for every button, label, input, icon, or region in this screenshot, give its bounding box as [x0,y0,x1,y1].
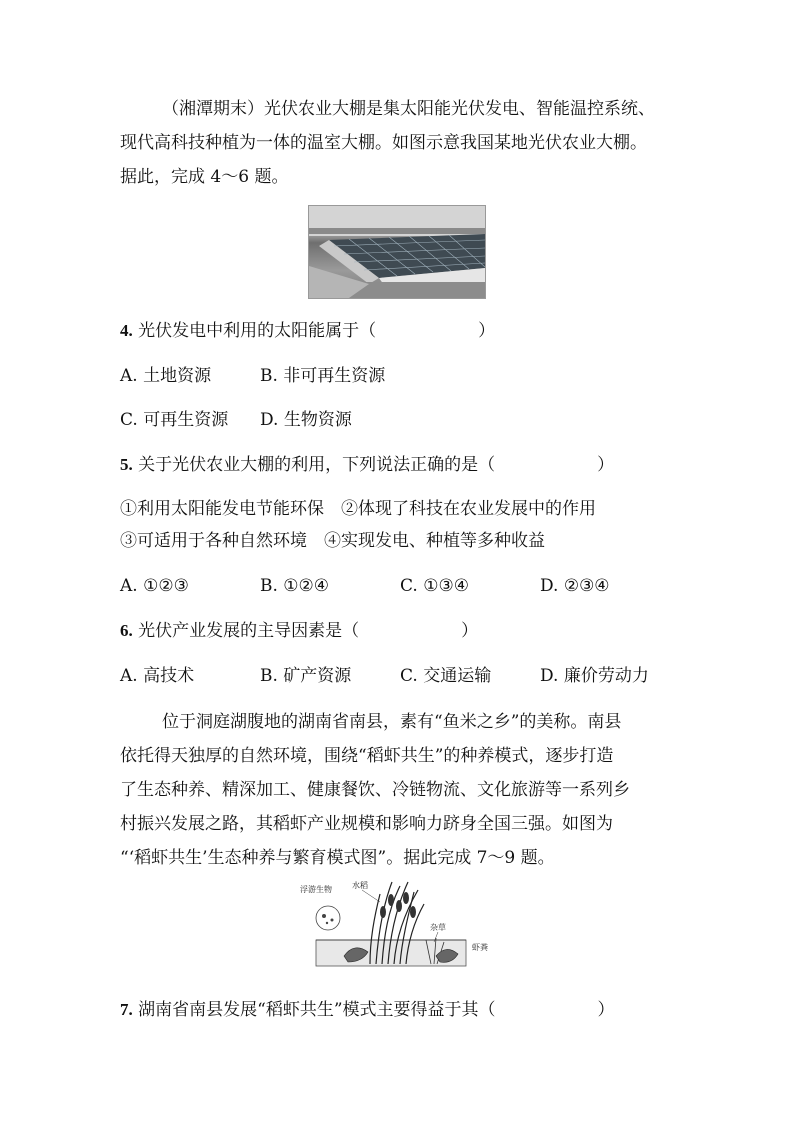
intro1-line2: 现代高科技种植为一体的温室大棚。如图示意我国某地光伏农业大棚。 [120,133,647,153]
q5-option-a[interactable]: A. ①②③ [120,576,189,596]
q6-option-d[interactable]: D. 廉价劳动力 [540,666,649,686]
q5-option-b[interactable]: B. ①②④ [260,576,330,596]
q6-stem: 光伏产业发展的主导因素是（ ） [138,621,479,641]
q5-stem-line [120,454,614,476]
label-feces: 虾粪 [472,943,488,952]
q5-statements-2: ③可适用于各种自然环境 ④实现发电、种植等多种收益 [120,531,545,551]
q6-option-a[interactable]: A. 高技术 [120,666,195,686]
q4-number: 4. [120,321,133,340]
q7-stem-line [120,999,615,1021]
q5-option-c[interactable]: C. ①③④ [400,576,469,596]
q4-option-c[interactable]: C. 可再生资源 [120,410,229,430]
intro2-line2: 依托得天独厚的自然环境，围绕“稻虾共生”的种养模式，逐步打造 [120,746,614,766]
q5-number: 5. [120,455,133,474]
intro2-line5: “‘稻虾共生’生态种养与繁育模式图”。据此完成 7～9 题。 [120,848,555,868]
rice-shrimp-diagram [296,878,496,980]
q6-stem-line [120,620,478,642]
solar-greenhouse-photo [308,205,486,299]
q4-option-b[interactable]: B. 非可再生资源 [260,366,386,386]
label-weed: 杂草 [430,923,446,932]
q5-statements-1: ①利用太阳能发电节能环保 ②体现了科技在农业发展中的作用 [120,499,596,519]
q4-stem-line [120,320,495,342]
q4-option-a[interactable]: A. 土地资源 [120,366,212,386]
q5-option-d[interactable]: D. ②③④ [540,576,610,596]
q7-stem: 湖南省南县发展“稻虾共生”模式主要得益于其（ ） [138,1000,615,1020]
q5-stem: 关于光伏农业大棚的利用，下列说法正确的是（ ） [138,455,615,475]
q6-option-c[interactable]: C. 交通运输 [400,666,492,686]
q4-option-d[interactable]: D. 生物资源 [260,410,352,430]
label-plankton: 浮游生物 [300,885,332,894]
q6-option-b[interactable]: B. 矿产资源 [260,666,352,686]
intro1-line1: （湘潭期末）光伏农业大棚是集太阳能光伏发电、智能温控系统、 [162,99,655,119]
intro2-line3: 了生态种养、精深加工、健康餐饮、冷链物流、文化旅游等一系列乡 [120,780,630,800]
label-rice: 水稻 [352,881,368,890]
q7-number: 7. [120,1000,133,1019]
q4-stem: 光伏发电中利用的太阳能属于（ ） [138,321,496,341]
intro2-line4: 村振兴发展之路，其稻虾产业规模和影响力跻身全国三强。如图为 [120,814,613,834]
intro2-line1: 位于洞庭湖腹地的湖南省南县，素有“鱼米之乡”的美称。南县 [162,712,622,732]
intro1-line3: 据此，完成 4～6 题。 [120,167,289,187]
q6-number: 6. [120,621,133,640]
